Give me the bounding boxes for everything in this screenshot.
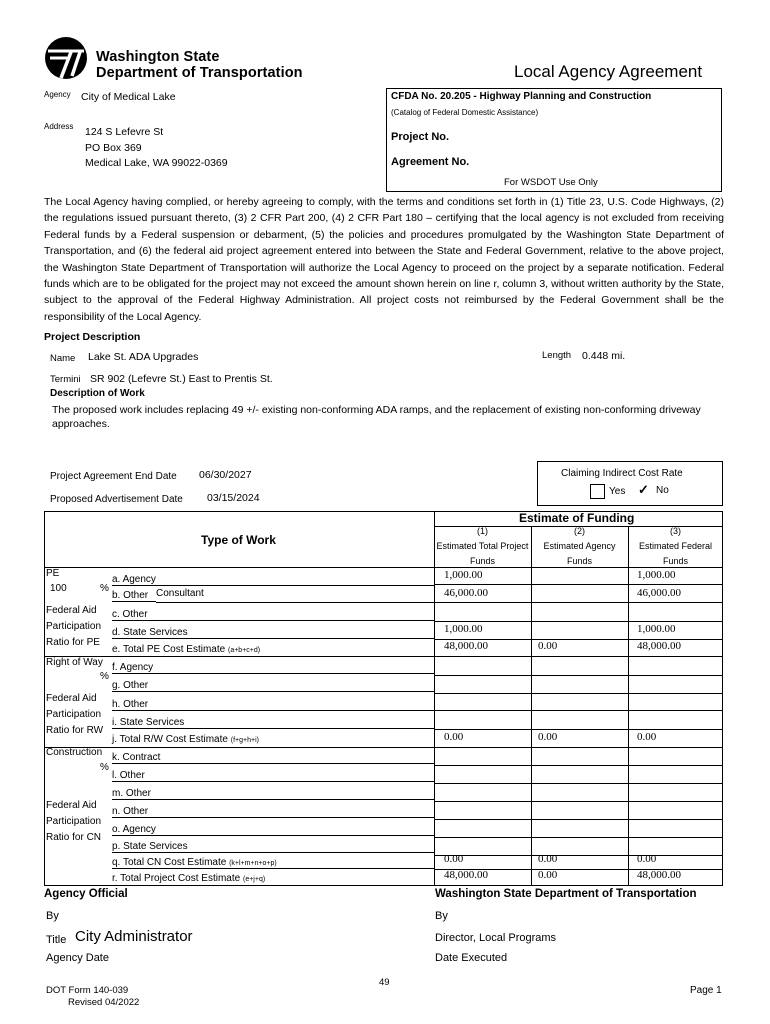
form-number: DOT Form 140-039 <box>46 985 129 996</box>
row-d-col3: 1,000.00 <box>637 623 676 635</box>
row-o-label: o. Agency <box>112 824 434 836</box>
name-label: Name <box>50 353 76 364</box>
row-j-formula: (f+g+h+i) <box>230 737 259 744</box>
cn-percent-sign: % <box>100 762 109 773</box>
director-label: Director, Local Programs <box>435 932 557 944</box>
title-label: Title <box>46 934 67 946</box>
wsdot-logo-icon <box>44 36 88 80</box>
row-q-formula: (k+l+m+n+o+p) <box>229 860 277 867</box>
revised-date: Revised 04/2022 <box>68 997 140 1008</box>
row-q-col3: 0.00 <box>637 853 657 865</box>
col2-header <box>531 524 628 569</box>
center-page-number: 49 <box>379 977 390 988</box>
fed-aid-line: Ratio for RW <box>46 725 104 736</box>
agency-label: Agency <box>44 90 71 99</box>
row-f-label: f. Agency <box>112 662 434 674</box>
indirect-cost-label: Claiming Indirect Cost Rate <box>561 468 683 479</box>
agency-value: City of Medical Lake <box>81 91 176 103</box>
wsdot-use-note: For WSDOT Use Only <box>504 177 598 188</box>
funding-table <box>44 511 723 886</box>
termini-value: SR 902 (Lefevre St.) East to Prentis St. <box>90 373 273 385</box>
advertisement-date-label: Proposed Advertisement Date <box>50 494 183 505</box>
pe-label: PE <box>46 568 60 579</box>
row-l-label: l. Other <box>112 770 434 782</box>
title-value: City Administrator <box>75 928 193 945</box>
row-e-col2: 0.00 <box>538 640 558 652</box>
col3-label: Estimated Federal Funds <box>638 541 713 566</box>
indirect-cost-box <box>537 461 723 506</box>
org-name <box>96 49 303 81</box>
row-a-label: a. Agency <box>112 574 434 586</box>
fed-aid-line: Participation <box>46 816 102 827</box>
row-r-label <box>112 873 434 884</box>
work-description-value: The proposed work includes replacing 49 +/- existing non-conforming ADA ramps, and the replacement of existing non-conforming driveway approaches. <box>52 404 701 430</box>
col1-label: Estimated Total Project Funds <box>436 541 529 566</box>
wsdot-heading: Washington State Department of Transportation <box>435 888 697 900</box>
intro-paragraph: The Local Agency having complied, or hereby agreeing to comply, with the terms and conditions set forth in (1) Title 23, U.S. Code Highways, (2) the regulations issued pursuant thereto, (3) 2 CFR Part 200, (4) 2 CFR Part 180 – certifying that the local agency is not excluded from receiving Federal funds by a Federal suspension or debarment, (5) the policies and procedures promulgated by the Washington State Department of Transportation, and (6) the federal aid project agreement entered into between the State and Federal Government, relative to the above project, the Washington State Department of Transportation will authorize the Local Agency to proceed on the project by a separate notification. Federal funds which are to be obligated for the project may not exceed the amount shown herein on line r, column 3, without written authority by the State, subject to the approval of the Federal Highway Administration. All project costs not reimbursed by the Federal Government shall be the responsibility of the Local Agency. <box>44 196 724 323</box>
org-line-1: Washington State <box>96 49 220 65</box>
project-description-heading: Project Description <box>44 331 141 343</box>
address-line: 124 S Lefevre St <box>85 126 164 138</box>
type-of-work-header: Type of Work <box>201 533 276 547</box>
row-r-col2: 0.00 <box>538 869 558 881</box>
row-a-col3: 1,000.00 <box>637 569 676 581</box>
cn-label: Construction <box>46 747 103 758</box>
indirect-yes <box>590 484 625 499</box>
page-number: Page 1 <box>690 985 722 996</box>
row-e-col1: 48,000.00 <box>444 640 488 652</box>
row-i-label: i. State Services <box>112 717 434 729</box>
cfda-subtitle: (Catalog of Federal Domestic Assistance) <box>391 108 539 117</box>
col1-header <box>434 524 531 569</box>
estimate-of-funding-header: Estimate of Funding <box>519 511 635 525</box>
row-e-text: e. Total PE Cost Estimate <box>112 644 226 655</box>
row-r-formula: (e+j+q) <box>242 876 266 883</box>
row-q-col1: 0.00 <box>444 853 464 865</box>
row-e-formula: (a+b+c+d) <box>227 647 261 654</box>
col1-number: (1) <box>477 526 488 536</box>
row-j-col1: 0.00 <box>444 731 464 743</box>
row-d-col1: 1,000.00 <box>444 623 483 635</box>
by-left: By <box>46 910 59 922</box>
fed-aid-line: Ratio for PE <box>46 637 100 648</box>
row-r-col3: 48,000.00 <box>637 869 681 881</box>
address-line: Medical Lake, WA 99022-0369 <box>85 157 228 169</box>
col3-number: (3) <box>670 526 681 536</box>
row-j-col2: 0.00 <box>538 731 558 743</box>
row-b-col3: 46,000.00 <box>637 587 681 599</box>
fed-aid-line: Ratio for CN <box>46 832 102 843</box>
termini-label: Termini <box>50 374 81 385</box>
fed-aid-pe-label <box>46 603 101 651</box>
row-p-label: p. State Services <box>112 841 434 853</box>
row-c-label: c. Other <box>112 609 434 621</box>
row-a-col1: 1,000.00 <box>444 569 483 581</box>
address-line: PO Box 369 <box>85 141 142 154</box>
yes-label: Yes <box>609 486 626 498</box>
row-k-label: k. Contract <box>112 752 434 764</box>
rw-percent-sign: % <box>100 671 109 682</box>
agreement-no-label: Agreement No. <box>391 156 470 168</box>
agency-date-label: Agency Date <box>46 952 109 964</box>
date-executed-label: Date Executed <box>435 952 508 964</box>
by-right: By <box>435 910 448 922</box>
fed-aid-line: Federal Aid <box>46 800 97 811</box>
row-e-label <box>112 644 434 655</box>
work-description-heading: Description of Work <box>50 388 145 399</box>
cfda-box <box>386 88 722 192</box>
row-b-col1: 46,000.00 <box>444 587 488 599</box>
row-n-label: n. Other <box>112 806 434 818</box>
agency-official-heading: Agency Official <box>44 888 128 900</box>
address-value <box>85 125 228 172</box>
col3-header <box>628 524 723 569</box>
address-label: Address <box>44 122 74 131</box>
row-b-value: Consultant <box>156 588 204 599</box>
row-j-text: j. Total R/W Cost Estimate <box>112 734 228 745</box>
row-e-col3: 48,000.00 <box>637 640 681 652</box>
length-label: Length <box>542 350 572 361</box>
cfda-title: CFDA No. 20.205 - Highway Planning and Construction <box>391 91 652 102</box>
row-r-text: r. Total Project Cost Estimate <box>112 873 241 884</box>
fed-aid-line: Participation <box>46 709 102 720</box>
row-q-text: q. Total CN Cost Estimate <box>112 857 227 868</box>
name-value: Lake St. ADA Upgrades <box>88 351 199 363</box>
fed-aid-cn-label <box>46 798 101 846</box>
row-m-label: m. Other <box>112 788 434 800</box>
end-date-label: Project Agreement End Date <box>50 471 177 482</box>
yes-checkbox[interactable] <box>590 484 605 499</box>
col2-label: Estimated Agency Funds <box>543 541 616 566</box>
row-q-col2: 0.00 <box>538 853 558 865</box>
row-j-label <box>112 734 434 745</box>
no-checkmark-icon[interactable]: ✓ <box>638 482 649 497</box>
rw-label: Right of Way <box>46 657 103 668</box>
col2-number: (2) <box>574 526 585 536</box>
row-b-label: b. Other <box>112 590 156 602</box>
row-q-label <box>112 857 434 869</box>
end-date-value: 06/30/2027 <box>199 469 252 481</box>
advertisement-date-value: 03/15/2024 <box>207 492 260 504</box>
pe-percent: 100 <box>50 583 67 594</box>
row-g-label: g. Other <box>112 680 434 692</box>
no-label: No <box>656 485 669 496</box>
pe-percent-sign: % <box>100 583 109 594</box>
fed-aid-line: Federal Aid <box>46 605 97 616</box>
row-h-label: h. Other <box>112 699 434 711</box>
fed-aid-rw-label <box>46 691 103 739</box>
org-line-2: Department of Transportation <box>96 65 303 81</box>
row-d-label: d. State Services <box>112 627 434 639</box>
length-value: 0.448 mi. <box>582 350 626 362</box>
row-j-col3: 0.00 <box>637 731 657 743</box>
fed-aid-line: Federal Aid <box>46 693 97 704</box>
fed-aid-line: Participation <box>46 621 102 632</box>
project-no-label: Project No. <box>391 131 450 143</box>
row-r-col1: 48,000.00 <box>444 869 488 881</box>
document-title: Local Agency Agreement <box>514 62 703 81</box>
